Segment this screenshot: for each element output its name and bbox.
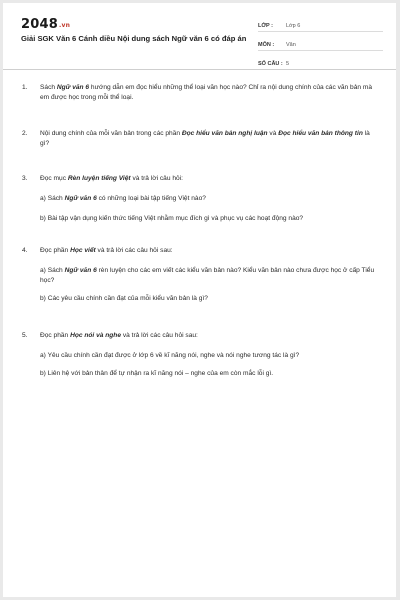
emphasis-text: Rèn luyện tiếng Việt: [67, 175, 131, 182]
question-text: [40, 246, 377, 304]
header-divider: [3, 69, 396, 70]
question-3: [22, 174, 303, 224]
sub-question-b: b) Các yêu cầu chính cần đạt của mỗi kiểu văn bản là gì?: [40, 295, 208, 302]
text-run: Đọc phần: [40, 247, 71, 254]
meta-value: Văn: [286, 42, 296, 48]
text-run: a) Sách: [40, 267, 65, 274]
question-5: [22, 331, 299, 379]
text-run: Đọc mục: [40, 175, 68, 182]
text-run: có những loại bài tập tiếng Việt nào?: [96, 195, 206, 202]
text-run: và trả lời các câu hỏi sau:: [121, 332, 198, 339]
question-text: [40, 331, 299, 379]
text-run: hướng dẫn em đọc hiểu những thể loại văn học nào? Chỉ ra nội dung chính của các văn bản mà em được học trong mỗi thể loại.: [40, 84, 373, 101]
meta-info: [258, 16, 383, 73]
page-title: Giải SGK Văn 6 Cánh diều Nội dung sách Ngữ văn 6 có đáp án: [21, 34, 247, 43]
sub-question-a: [40, 266, 377, 286]
emphasis-text: Ngữ văn 6: [56, 84, 90, 91]
question-4: [22, 246, 377, 304]
question-2: [22, 129, 377, 149]
emphasis-text: Ngữ văn 6: [64, 195, 97, 202]
emphasis-text: Đọc hiểu văn bản nghị luận: [181, 130, 268, 137]
text-run: và trả lời các câu hỏi sau:: [95, 247, 173, 254]
emphasis-text: Ngữ văn 6: [64, 267, 97, 274]
question-number: 2.: [22, 130, 28, 137]
question-number: 3.: [22, 175, 28, 182]
logo-text: 2048: [21, 17, 58, 32]
emphasis-text: Học nói và nghe: [70, 332, 121, 339]
question-number: 5.: [22, 332, 28, 339]
question-1: [22, 83, 377, 103]
document-page: [3, 3, 396, 597]
question-text: [40, 129, 377, 149]
meta-row-count: [258, 54, 383, 70]
text-run: và: [267, 130, 279, 137]
question-stem: [40, 174, 303, 184]
sub-question-a: a) Yêu cầu chính cần đạt được ở lớp 6 về kĩ năng nói, nghe và nói nghe tương tác là gì?: [40, 352, 300, 359]
sub-question-b: b) Liên hệ với bản thân để tự nhận ra kĩ năng nói – nghe của em còn mắc lỗi gì.: [40, 370, 274, 377]
question-number: 1.: [22, 84, 28, 91]
text-run: Nội dung chính của mỗi văn bản trong các phần: [40, 130, 182, 137]
text-run: a) Sách: [40, 195, 65, 202]
site-logo[interactable]: [21, 17, 70, 32]
text-run: và trả lời câu hỏi:: [130, 175, 183, 182]
emphasis-text: Học viết: [70, 247, 96, 254]
logo-suffix: .vn: [58, 22, 71, 29]
meta-key: LỚP :: [258, 23, 273, 29]
meta-row-class: [258, 16, 383, 32]
document-header: [3, 3, 396, 67]
meta-key: SỐ CÂU :: [258, 61, 283, 67]
question-text: [40, 174, 303, 224]
text-run: rèn luyện cho các em viết các kiểu văn bản nào? Kiểu văn bản nào chưa được học ở cấp Tiểu học?: [40, 267, 375, 284]
question-number: 4.: [22, 247, 28, 254]
question-stem: [40, 331, 299, 341]
emphasis-text: Đọc hiểu văn bản thông tin: [278, 130, 363, 137]
text-run: Sách: [40, 84, 57, 91]
meta-key: MÔN :: [258, 42, 275, 48]
meta-value: Lớp 6: [286, 23, 301, 29]
question-text: [40, 83, 377, 103]
sub-question-a: [40, 194, 303, 204]
question-stem: [40, 246, 377, 256]
meta-value: 5: [286, 61, 290, 67]
text-run: Đọc phần: [40, 332, 71, 339]
text-run: là gì?: [40, 130, 370, 147]
sub-question-b: b) Bài tập vận dụng kiến thức tiếng Việt nhằm mục đích gì và phục vụ các hoạt động nào?: [40, 215, 304, 222]
meta-row-subject: [258, 35, 383, 51]
